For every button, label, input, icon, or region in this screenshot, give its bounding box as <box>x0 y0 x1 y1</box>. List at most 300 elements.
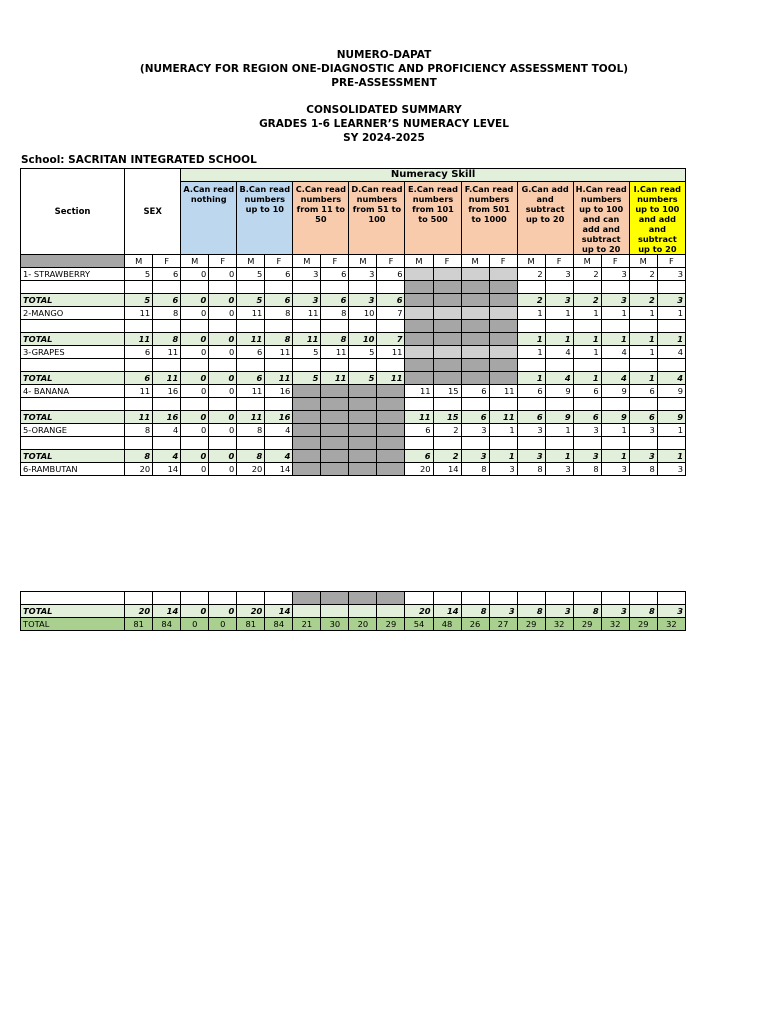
grand-total-cell: 27 <box>489 618 517 631</box>
female-header: F <box>153 255 181 268</box>
data-cell <box>433 268 461 281</box>
data-cell: 3 <box>657 463 685 476</box>
blank-cell <box>209 281 237 294</box>
blank-cell <box>601 592 629 605</box>
data-cell: 1 <box>545 307 573 320</box>
blank-cell <box>209 320 237 333</box>
blank-cell <box>21 437 125 450</box>
total-cell: 6 <box>517 411 545 424</box>
data-cell: 1 <box>573 346 601 359</box>
total-cell: 0 <box>181 605 209 618</box>
data-cell: 1 <box>489 424 517 437</box>
data-cell: 1 <box>657 307 685 320</box>
data-cell: 1 <box>517 307 545 320</box>
blank-cell <box>21 359 125 372</box>
female-header: F <box>601 255 629 268</box>
total-cell: 1 <box>517 372 545 385</box>
blank-cell <box>433 437 461 450</box>
blank-cell <box>489 359 517 372</box>
data-cell: 10 <box>349 307 377 320</box>
data-cell: 1 <box>517 346 545 359</box>
data-cell <box>377 463 405 476</box>
blank-cell <box>573 437 601 450</box>
data-cell: 0 <box>181 463 209 476</box>
grand-total-cell: 84 <box>265 618 293 631</box>
total-cell: 11 <box>265 372 293 385</box>
blank-cell <box>461 281 489 294</box>
section-name: 4- BANANA <box>21 385 125 398</box>
data-cell: 0 <box>209 346 237 359</box>
blank-cell <box>657 359 685 372</box>
data-cell: 8 <box>125 424 153 437</box>
blank-cell <box>181 592 209 605</box>
total-cell: 6 <box>629 411 657 424</box>
data-cell: 0 <box>181 424 209 437</box>
blank-cell <box>265 437 293 450</box>
data-cell <box>461 307 489 320</box>
data-cell: 11 <box>293 307 321 320</box>
total-label: TOTAL <box>21 333 125 346</box>
total-cell: 8 <box>237 450 265 463</box>
grand-total-cell: 81 <box>125 618 153 631</box>
blank-cell <box>461 398 489 411</box>
data-cell: 0 <box>181 346 209 359</box>
total-cell: 4 <box>545 372 573 385</box>
blank-cell <box>461 437 489 450</box>
blank-cell <box>405 281 433 294</box>
section-name: 2-MANGO <box>21 307 125 320</box>
female-header: F <box>321 255 349 268</box>
total-cell: 11 <box>153 372 181 385</box>
blank-cell <box>265 592 293 605</box>
blank-cell <box>573 281 601 294</box>
blank-cell <box>657 281 685 294</box>
blank-cell <box>657 398 685 411</box>
blank-cell <box>377 281 405 294</box>
data-cell: 3 <box>657 268 685 281</box>
total-cell <box>405 372 433 385</box>
blank-row <box>21 437 686 450</box>
data-cell: 11 <box>237 307 265 320</box>
data-cell: 3 <box>489 463 517 476</box>
total-row <box>21 333 686 346</box>
total-cell: 3 <box>629 450 657 463</box>
blank-cell <box>489 281 517 294</box>
blank-cell <box>237 592 265 605</box>
blank-cell <box>405 398 433 411</box>
blank-cell <box>573 398 601 411</box>
total-cell: 7 <box>377 333 405 346</box>
blank-cell <box>181 359 209 372</box>
blank-cell <box>433 281 461 294</box>
total-cell <box>349 450 377 463</box>
school-year: SY 2024-2025 <box>343 131 425 144</box>
skill-header: G.Can add and subtract up to 20 <box>517 182 573 255</box>
blank-cell <box>405 592 433 605</box>
total-cell: 1 <box>601 450 629 463</box>
blank-cell <box>573 592 601 605</box>
blank-cell <box>489 592 517 605</box>
blank-cell <box>237 320 265 333</box>
total-cell: 6 <box>265 294 293 307</box>
data-cell <box>377 424 405 437</box>
data-cell: 6 <box>125 346 153 359</box>
total-cell: 4 <box>265 450 293 463</box>
grand-total-cell: 29 <box>629 618 657 631</box>
total-row <box>21 450 686 463</box>
total-cell: 11 <box>489 411 517 424</box>
blank-cell <box>433 320 461 333</box>
total-cell: 4 <box>153 450 181 463</box>
total-cell: 9 <box>657 411 685 424</box>
total-cell: 11 <box>321 372 349 385</box>
numeracy-skill-header: Numeracy Skill <box>181 169 686 182</box>
data-cell: 6 <box>573 385 601 398</box>
data-cell: 9 <box>657 385 685 398</box>
data-cell: 8 <box>265 307 293 320</box>
total-cell: 3 <box>657 294 685 307</box>
total-cell: 11 <box>237 411 265 424</box>
blank-row <box>21 359 686 372</box>
data-cell: 16 <box>153 385 181 398</box>
section-header: Section <box>21 169 125 255</box>
blank-cell <box>629 437 657 450</box>
total-cell <box>461 294 489 307</box>
total-cell: 1 <box>629 333 657 346</box>
blank-cell <box>349 320 377 333</box>
grand-total-row <box>21 618 686 631</box>
blank-cell <box>489 398 517 411</box>
table-row <box>21 385 686 398</box>
data-cell <box>461 346 489 359</box>
data-cell <box>489 307 517 320</box>
total-label: TOTAL <box>21 372 125 385</box>
blank-cell <box>629 592 657 605</box>
blank-cell <box>209 592 237 605</box>
total-cell <box>377 450 405 463</box>
header-row <box>21 169 686 182</box>
data-cell: 3 <box>573 424 601 437</box>
total-cell: 4 <box>657 372 685 385</box>
total-cell: 6 <box>153 294 181 307</box>
total-cell: 1 <box>489 450 517 463</box>
blank-cell <box>125 359 153 372</box>
data-cell: 14 <box>265 463 293 476</box>
total-cell: 16 <box>265 411 293 424</box>
report-header <box>0 49 768 146</box>
total-cell: 8 <box>629 605 657 618</box>
grand-total-cell: 81 <box>237 618 265 631</box>
total-cell <box>405 333 433 346</box>
total-cell <box>489 294 517 307</box>
data-cell: 3 <box>545 463 573 476</box>
total-cell: 0 <box>181 411 209 424</box>
data-cell: 16 <box>265 385 293 398</box>
female-header: F <box>545 255 573 268</box>
grand-total-cell: 21 <box>293 618 321 631</box>
total-cell: 5 <box>349 372 377 385</box>
total-cell: 0 <box>209 411 237 424</box>
blank-cell <box>517 281 545 294</box>
blank-cell <box>153 359 181 372</box>
blank-row <box>21 398 686 411</box>
data-cell <box>321 385 349 398</box>
data-cell: 2 <box>517 268 545 281</box>
blank-cell <box>545 359 573 372</box>
blank-row <box>21 281 686 294</box>
data-cell: 3 <box>629 424 657 437</box>
total-cell: 11 <box>125 411 153 424</box>
data-cell <box>293 463 321 476</box>
assessment-type: PRE-ASSESSMENT <box>331 76 437 89</box>
total-cell <box>321 605 349 618</box>
total-row <box>21 294 686 307</box>
data-cell: 11 <box>125 385 153 398</box>
data-cell <box>461 268 489 281</box>
skill-header: E.Can read numbers from 101 to 500 <box>405 182 461 255</box>
total-cell: 1 <box>629 372 657 385</box>
data-cell: 6 <box>237 346 265 359</box>
data-cell <box>293 424 321 437</box>
total-cell: 11 <box>405 411 433 424</box>
total-cell: 2 <box>517 294 545 307</box>
total-cell <box>293 450 321 463</box>
blank-cell <box>321 398 349 411</box>
blank-cell <box>153 398 181 411</box>
blank-cell <box>433 592 461 605</box>
data-cell: 6 <box>265 268 293 281</box>
total-cell: 3 <box>461 450 489 463</box>
total-cell: 14 <box>265 605 293 618</box>
data-cell <box>489 346 517 359</box>
male-header: M <box>181 255 209 268</box>
data-cell <box>321 424 349 437</box>
table-row <box>21 463 686 476</box>
total-cell: 6 <box>237 372 265 385</box>
data-cell: 3 <box>293 268 321 281</box>
total-cell <box>433 372 461 385</box>
total-cell: 11 <box>293 333 321 346</box>
blank-cell <box>349 437 377 450</box>
data-cell: 1 <box>601 307 629 320</box>
data-cell: 11 <box>405 385 433 398</box>
data-cell: 11 <box>153 346 181 359</box>
blank-cell <box>629 320 657 333</box>
female-header: F <box>209 255 237 268</box>
blank-cell <box>405 320 433 333</box>
total-cell: 1 <box>657 450 685 463</box>
data-cell: 6 <box>517 385 545 398</box>
male-header: M <box>293 255 321 268</box>
numeracy-summary-table <box>20 168 686 476</box>
total-cell: 1 <box>657 333 685 346</box>
total-cell: 1 <box>545 450 573 463</box>
total-cell: 6 <box>461 411 489 424</box>
male-header: M <box>125 255 153 268</box>
total-cell: 1 <box>601 333 629 346</box>
total-cell: 11 <box>237 333 265 346</box>
female-header: F <box>433 255 461 268</box>
blank-cell <box>321 592 349 605</box>
blank-cell <box>265 281 293 294</box>
grade-level-title: GRADES 1-6 LEARNER’S NUMERACY LEVEL <box>259 117 509 130</box>
report-subtitle: (NUMERACY FOR REGION ONE-DIAGNOSTIC AND PROFICIENCY ASSESSMENT TOOL) <box>139 62 629 75</box>
table-row <box>21 346 686 359</box>
data-cell: 6 <box>405 424 433 437</box>
total-cell: 4 <box>601 372 629 385</box>
male-header: M <box>573 255 601 268</box>
blank-cell <box>545 281 573 294</box>
blank-cell <box>321 320 349 333</box>
data-cell: 14 <box>153 463 181 476</box>
blank-cell <box>601 281 629 294</box>
total-cell: 0 <box>209 294 237 307</box>
data-cell: 6 <box>377 268 405 281</box>
data-cell: 8 <box>237 424 265 437</box>
total-cell: 16 <box>153 411 181 424</box>
data-cell: 5 <box>293 346 321 359</box>
blank-cell <box>349 398 377 411</box>
blank-cell <box>489 320 517 333</box>
total-cell: 5 <box>125 294 153 307</box>
male-header: M <box>405 255 433 268</box>
data-cell <box>405 346 433 359</box>
blank-cell <box>517 592 545 605</box>
data-cell <box>405 307 433 320</box>
blank-cell <box>265 359 293 372</box>
data-cell: 0 <box>181 268 209 281</box>
blank-cell <box>517 398 545 411</box>
total-cell: 2 <box>433 450 461 463</box>
grand-total-cell: 32 <box>657 618 685 631</box>
total-cell: 0 <box>181 372 209 385</box>
total-cell: 3 <box>601 294 629 307</box>
blank-cell <box>209 398 237 411</box>
total-cell: 3 <box>573 450 601 463</box>
data-cell: 0 <box>209 268 237 281</box>
total-cell: 10 <box>349 333 377 346</box>
data-cell: 1 <box>573 307 601 320</box>
section-name: 5-ORANGE <box>21 424 125 437</box>
total-cell <box>293 605 321 618</box>
total-cell <box>349 605 377 618</box>
blank-cell <box>629 359 657 372</box>
data-cell: 14 <box>433 463 461 476</box>
total-cell: 3 <box>601 605 629 618</box>
blank-cell <box>545 398 573 411</box>
data-cell: 5 <box>125 268 153 281</box>
grand-total-cell: 0 <box>209 618 237 631</box>
blank-cell <box>545 437 573 450</box>
blank-cell <box>321 281 349 294</box>
total-label: TOTAL <box>21 605 125 618</box>
blank-cell <box>21 281 125 294</box>
blank-cell <box>405 359 433 372</box>
total-cell: 1 <box>517 333 545 346</box>
total-cell: 2 <box>629 294 657 307</box>
data-cell <box>433 346 461 359</box>
summary-title: CONSOLIDATED SUMMARY <box>306 104 462 117</box>
total-cell: 1 <box>573 333 601 346</box>
male-header: M <box>517 255 545 268</box>
total-cell: 3 <box>517 450 545 463</box>
blank-cell <box>349 359 377 372</box>
blank-cell <box>21 320 125 333</box>
blank-cell <box>125 437 153 450</box>
total-row <box>21 605 686 618</box>
total-cell <box>461 333 489 346</box>
data-cell: 3 <box>545 268 573 281</box>
data-cell: 4 <box>153 424 181 437</box>
skill-header: I.Can read numbers up to 100 and add and subtract up to 20 <box>629 182 685 255</box>
total-cell: 5 <box>237 294 265 307</box>
total-cell: 0 <box>181 450 209 463</box>
total-cell: 8 <box>461 605 489 618</box>
blank-cell <box>461 320 489 333</box>
blank-cell <box>125 398 153 411</box>
blank-cell <box>21 398 125 411</box>
table-row <box>21 424 686 437</box>
grand-total-cell: 29 <box>377 618 405 631</box>
blank-cell <box>461 592 489 605</box>
data-cell: 1 <box>657 424 685 437</box>
data-cell <box>349 385 377 398</box>
total-cell <box>433 294 461 307</box>
data-cell: 3 <box>517 424 545 437</box>
blank-cell <box>517 359 545 372</box>
mf-blank <box>21 255 125 268</box>
skill-header: H.Can read numbers up to 100 and can add and subtract up to 20 <box>573 182 629 255</box>
data-cell: 11 <box>237 385 265 398</box>
data-cell <box>349 424 377 437</box>
blank-cell <box>153 592 181 605</box>
total-cell: 20 <box>237 605 265 618</box>
total-cell <box>433 333 461 346</box>
total-cell: 3 <box>545 605 573 618</box>
blank-cell <box>377 592 405 605</box>
total-cell <box>489 372 517 385</box>
blank-cell <box>209 437 237 450</box>
data-cell: 2 <box>573 268 601 281</box>
totals-table <box>20 591 686 631</box>
blank-cell <box>517 320 545 333</box>
data-cell: 5 <box>349 346 377 359</box>
data-cell: 6 <box>629 385 657 398</box>
total-cell: 3 <box>293 294 321 307</box>
total-cell: 6 <box>377 294 405 307</box>
data-cell: 9 <box>601 385 629 398</box>
sex-header: SEX <box>125 169 181 255</box>
table-row <box>21 268 686 281</box>
total-cell: 2 <box>573 294 601 307</box>
blank-cell <box>237 281 265 294</box>
data-cell: 1 <box>629 346 657 359</box>
blank-cell <box>293 281 321 294</box>
blank-cell <box>237 359 265 372</box>
blank-cell <box>125 281 153 294</box>
data-cell: 11 <box>125 307 153 320</box>
data-cell <box>405 268 433 281</box>
blank-cell <box>237 437 265 450</box>
total-cell: 20 <box>125 605 153 618</box>
male-header: M <box>237 255 265 268</box>
data-cell: 11 <box>377 346 405 359</box>
total-cell: 3 <box>545 294 573 307</box>
grand-total-cell: 48 <box>433 618 461 631</box>
data-cell: 5 <box>237 268 265 281</box>
data-cell: 0 <box>181 307 209 320</box>
total-cell: 8 <box>125 450 153 463</box>
